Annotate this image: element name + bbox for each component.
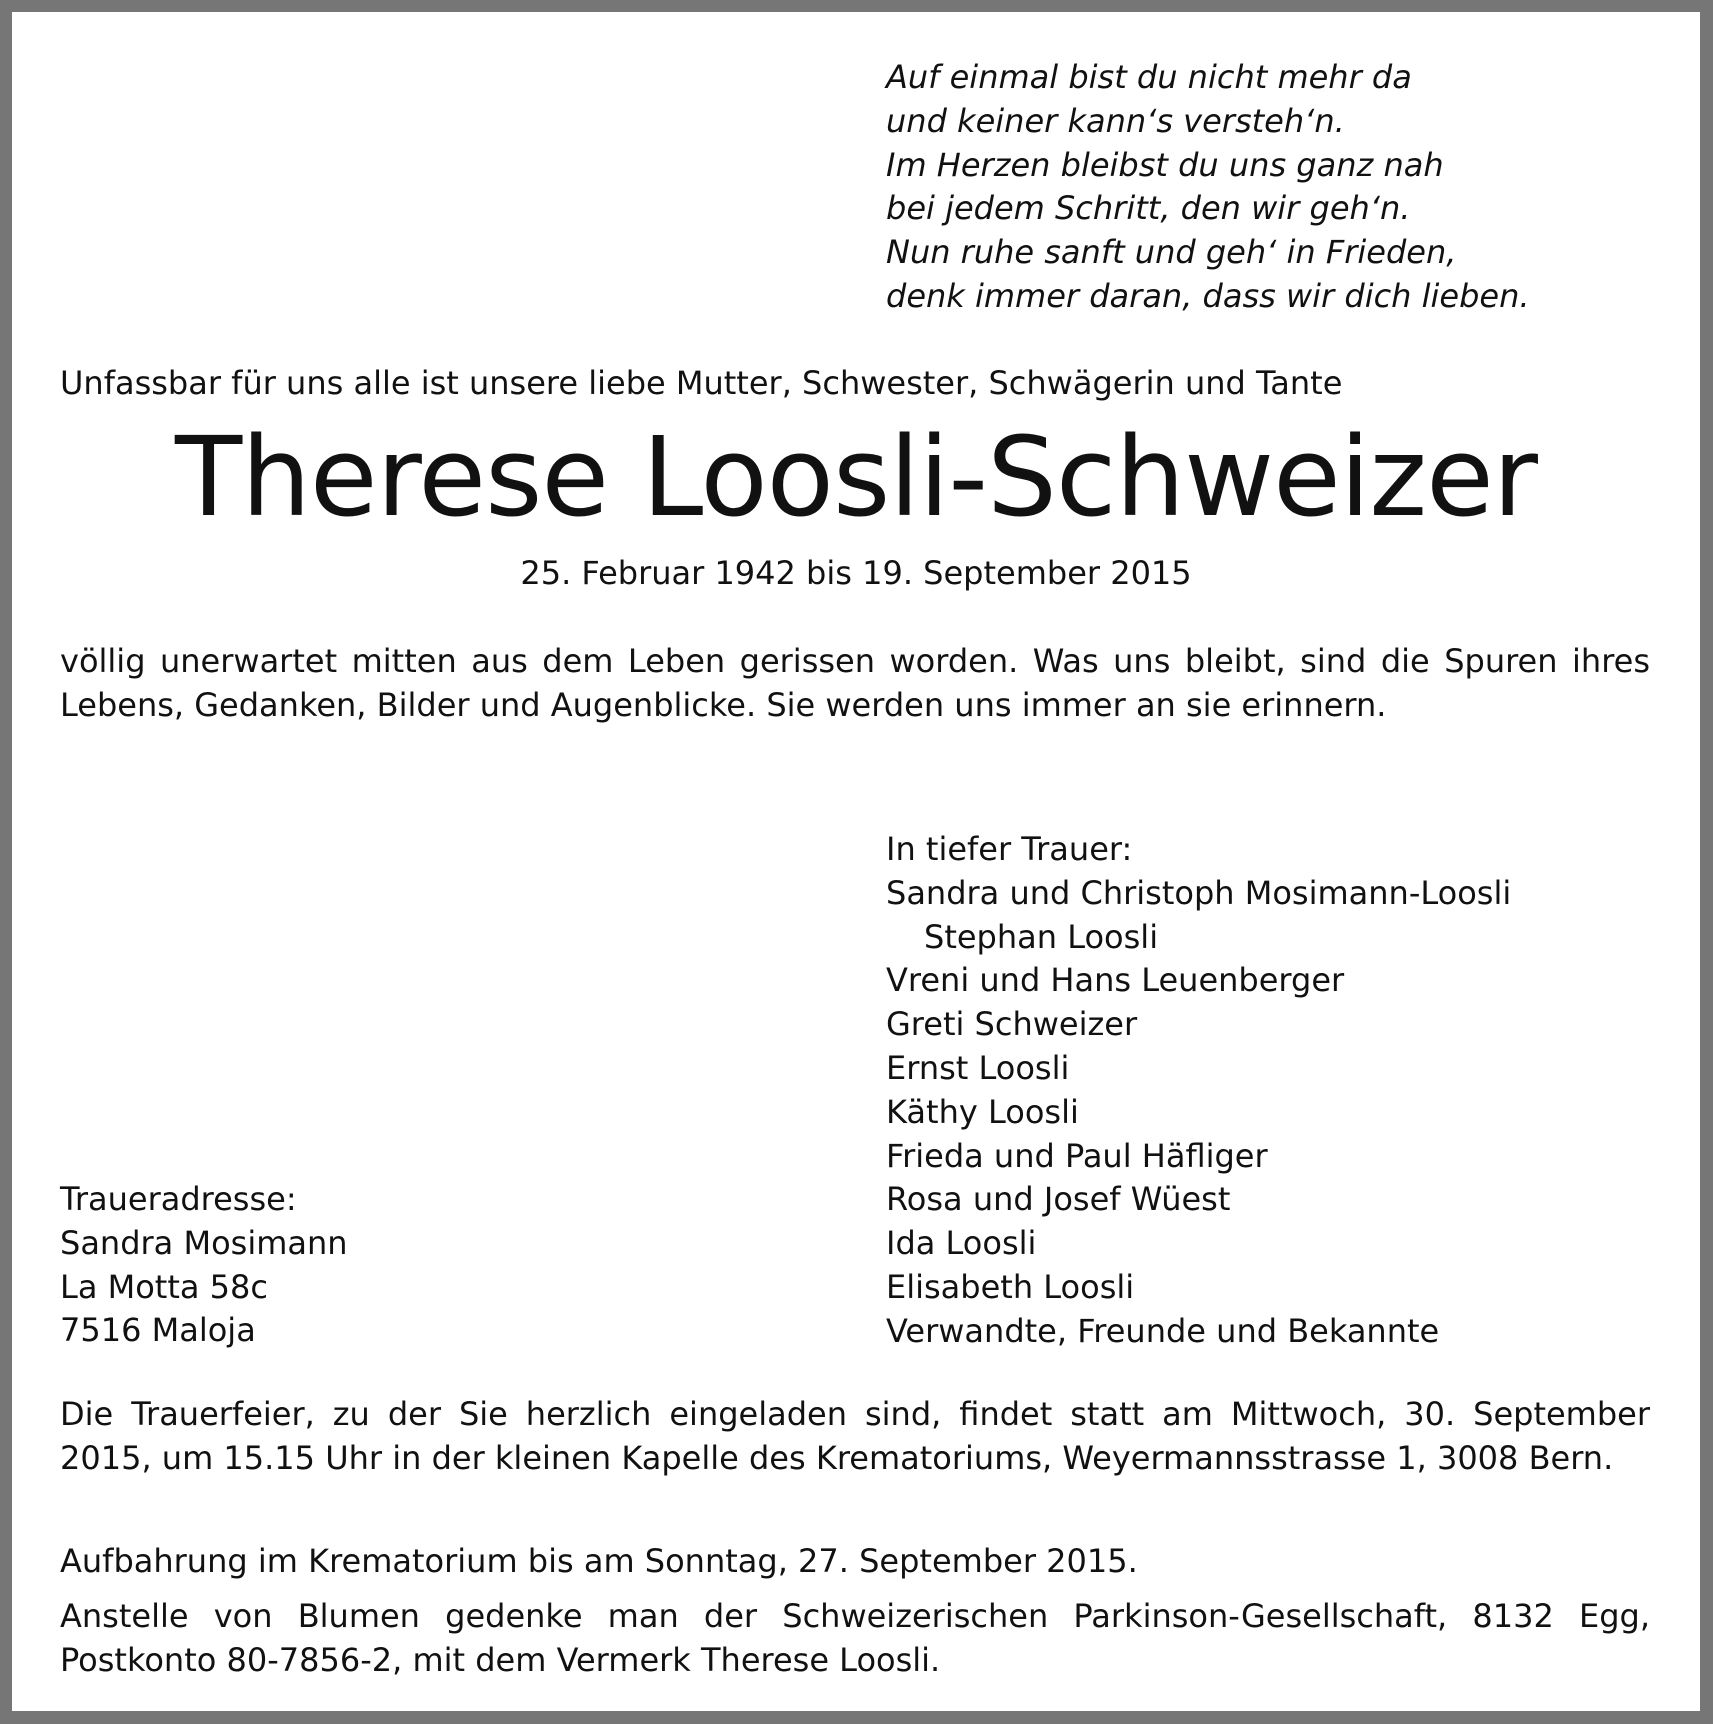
viewing-info: Aufbahrung im Krematorium bis am Sonntag, 27. September 2015. [60,1542,1138,1580]
mourner: Ernst Loosli [886,1048,1070,1087]
poem-line: bei jedem Schritt, den wir geh‘n. [886,189,1411,228]
obituary-page [12,12,1700,1711]
mourner: Frieda und Paul Häfliger [886,1136,1268,1175]
address-line: La Motta 58c [60,1267,268,1306]
poem-line: Nun ruhe sanft und geh‘ in Frieden, [886,233,1457,272]
mourner: Stephan Loosli [924,917,1159,956]
poem [886,56,1530,319]
mourner: Greti Schweizer [886,1005,1138,1044]
mourners-list [886,828,1511,1354]
mourners-heading: In tiefer Trauer: [886,830,1133,868]
address-heading: Traueradresse: [60,1180,297,1218]
mourner: Rosa und Josef Wüest [886,1180,1231,1219]
mourner: Verwandte, Freunde und Bekannte [886,1311,1440,1350]
memorial-paragraph: völlig unerwartet mitten aus dem Leben gerissen worden. Was uns bleibt, sind die Spuren ihres Lebens, Gedanken, Bilder und Augenblicke. Sie werden uns immer an sie erinnern. [60,642,1650,724]
donation-info: Anstelle von Blumen gedenke man der Schweizerischen Parkinson-Gesellschaft, 8132 Egg, Postkonto 80-7856-2, mit dem Vermerk Therese Loosli. [60,1597,1650,1679]
funeral-info: Die Trauerfeier, zu der Sie herzlich eingeladen sind, findet statt am Mittwoch, 30. September 2015, um 15.15 Uhr in der kleinen Kapelle des Krematoriums, Weyermannsstrasse 1, 3008 Bern. [60,1395,1650,1477]
poem-line: denk immer daran, dass wir dich lieben. [886,276,1530,315]
life-dates: 25. Februar 1942 bis 19. September 2015 [520,554,1192,592]
intro-text: Unfassbar für uns alle ist unsere liebe Mutter, Schwester, Schwägerin und Tante [60,364,1343,402]
mourner: Sandra und Christoph Mosimann-Loosli [886,873,1512,912]
address-line: 7516 Maloja [60,1311,256,1350]
mourner: Elisabeth Loosli [886,1267,1135,1306]
deceased-name: Therese Loosli-Schweizer [175,413,1537,541]
poem-line: Auf einmal bist du nicht mehr da [886,58,1412,96]
mourner: Vreni und Hans Leuenberger [886,961,1345,1000]
poem-line: Im Herzen bleibst du uns ganz nah [886,145,1444,184]
mourner: Käthy Loosli [886,1092,1079,1131]
mourning-address [60,1178,348,1353]
mourner: Ida Loosli [886,1224,1037,1263]
address-line: Sandra Mosimann [60,1223,348,1262]
poem-line: und keiner kann‘s versteh‘n. [886,101,1345,140]
